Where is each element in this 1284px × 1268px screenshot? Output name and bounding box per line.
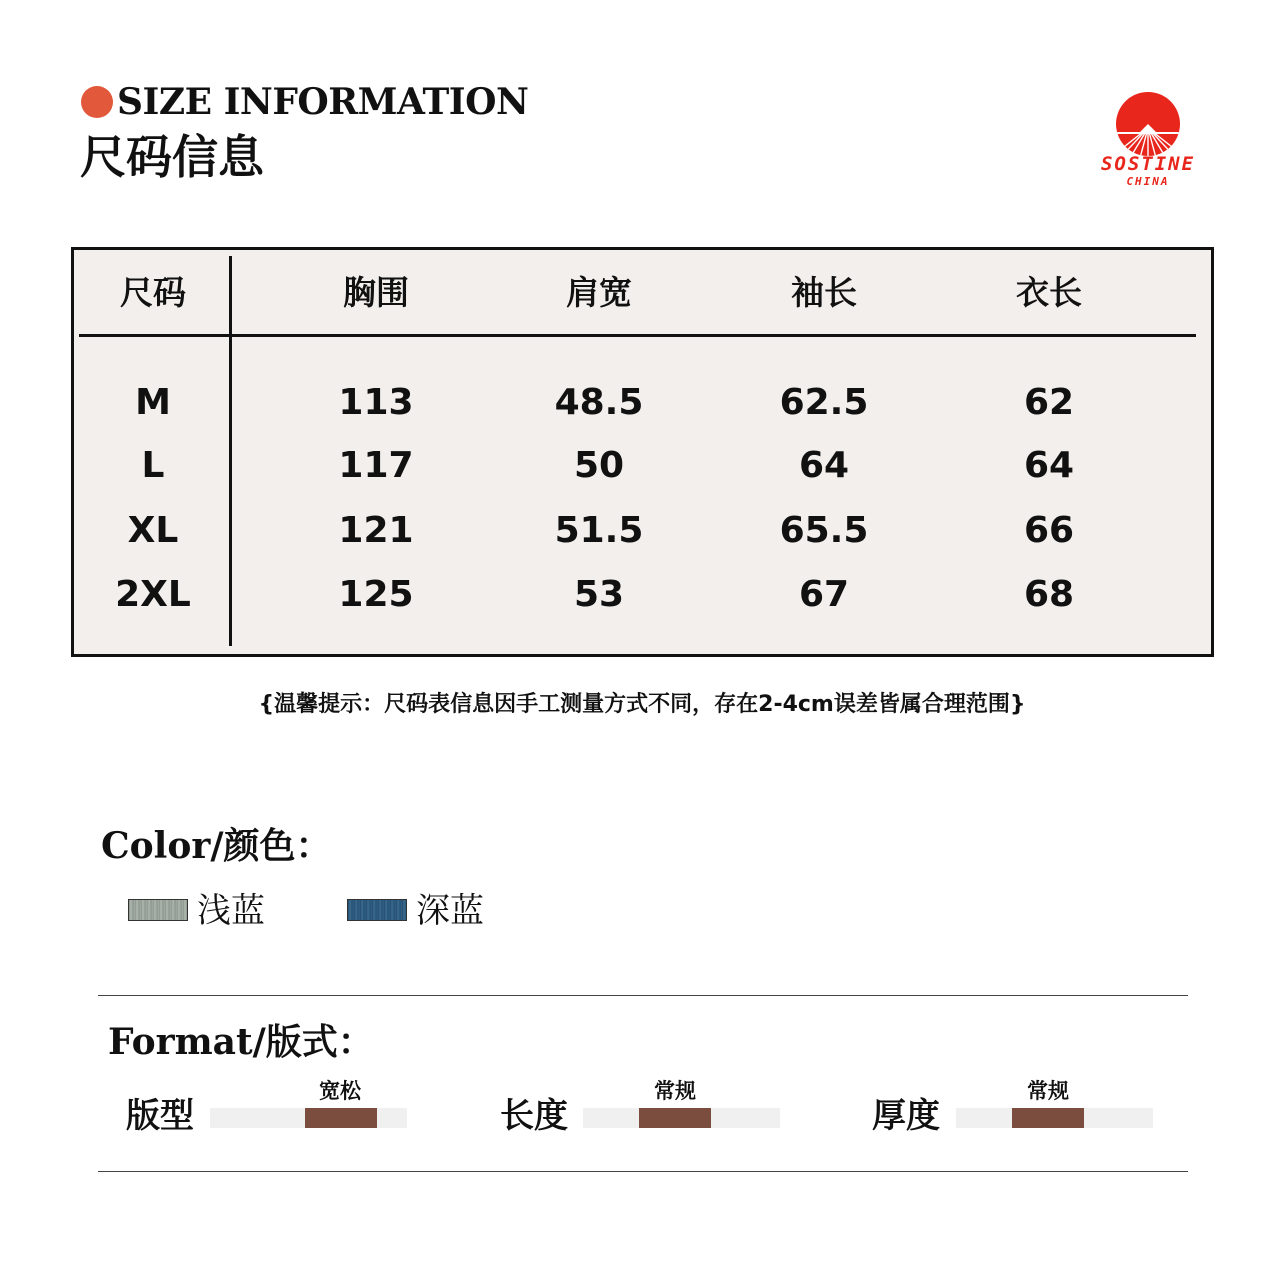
table-cell-col-sleeve: 64	[798, 445, 850, 486]
table-cell-col-size: L	[141, 445, 165, 486]
format-section-title: Format/版式：	[108, 1021, 374, 1063]
format-label-thickness: 厚度	[872, 1096, 940, 1136]
table-cell-col-shoulder: 53	[573, 574, 625, 615]
table-cell-col-chest: 125	[338, 574, 414, 615]
table-cell-col-size: XL	[127, 510, 179, 551]
title-dot-icon	[81, 86, 113, 118]
color-swatch-dark-blue	[347, 899, 407, 921]
table-header-col-chest: 胸围	[343, 273, 409, 312]
table-cell-col-sleeve: 65.5	[779, 510, 869, 551]
table-cell-col-chest: 117	[338, 445, 414, 486]
table-cell-col-shoulder: 51.5	[554, 510, 644, 551]
format-track-fit	[210, 1108, 407, 1128]
format-value-length: 常规	[654, 1078, 696, 1103]
table-cell-col-length: 66	[1023, 510, 1075, 551]
table-header-col-size: 尺码	[120, 273, 186, 312]
table-cell-col-shoulder: 50	[573, 445, 625, 486]
table-cell-col-size: M	[135, 382, 171, 423]
logo-brand-name: SOSTINE	[1100, 153, 1196, 175]
table-cell-col-shoulder: 48.5	[554, 382, 644, 423]
section-divider-top	[98, 995, 1188, 996]
table-cell-col-chest: 113	[338, 382, 414, 423]
table-cell-col-sleeve: 67	[798, 574, 850, 615]
format-track-thickness	[956, 1108, 1153, 1128]
format-track-length	[583, 1108, 780, 1128]
table-cell-col-chest: 121	[338, 510, 414, 551]
format-level-length	[639, 1108, 711, 1128]
section-divider-bottom	[98, 1171, 1188, 1172]
table-header-col-length: 衣长	[1016, 273, 1082, 312]
table-header-col-sleeve: 袖长	[791, 273, 857, 312]
color-section-title: Color/颜色：	[101, 825, 332, 867]
table-header-col-shoulder: 肩宽	[566, 273, 632, 312]
format-level-fit	[305, 1108, 377, 1128]
table-cell-col-size: 2XL	[115, 574, 191, 615]
logo-brand-sub: CHINA	[1126, 175, 1170, 188]
format-value-fit: 宽松	[319, 1078, 361, 1103]
page-title-cn: 尺码信息	[80, 130, 264, 184]
table-cell-col-length: 64	[1023, 445, 1075, 486]
format-label-fit: 版型	[126, 1096, 194, 1136]
color-swatch-light-blue	[128, 899, 188, 921]
color-label-dark-blue: 深蓝	[416, 891, 484, 931]
page-title-en: SIZE INFORMATION	[117, 81, 529, 123]
measurement-note: {温馨提示：尺码表信息因手工测量方式不同，存在2-4cm误差皆属合理范围}	[258, 692, 1026, 717]
format-label-length: 长度	[500, 1096, 568, 1136]
table-cell-col-length: 62	[1023, 382, 1075, 423]
table-cell-col-length: 68	[1023, 574, 1075, 615]
table-cell-col-sleeve: 62.5	[779, 382, 869, 423]
color-label-light-blue: 浅蓝	[197, 891, 265, 931]
format-value-thickness: 常规	[1027, 1078, 1069, 1103]
format-level-thickness	[1012, 1108, 1084, 1128]
table-divider-horizontal	[79, 334, 1196, 337]
